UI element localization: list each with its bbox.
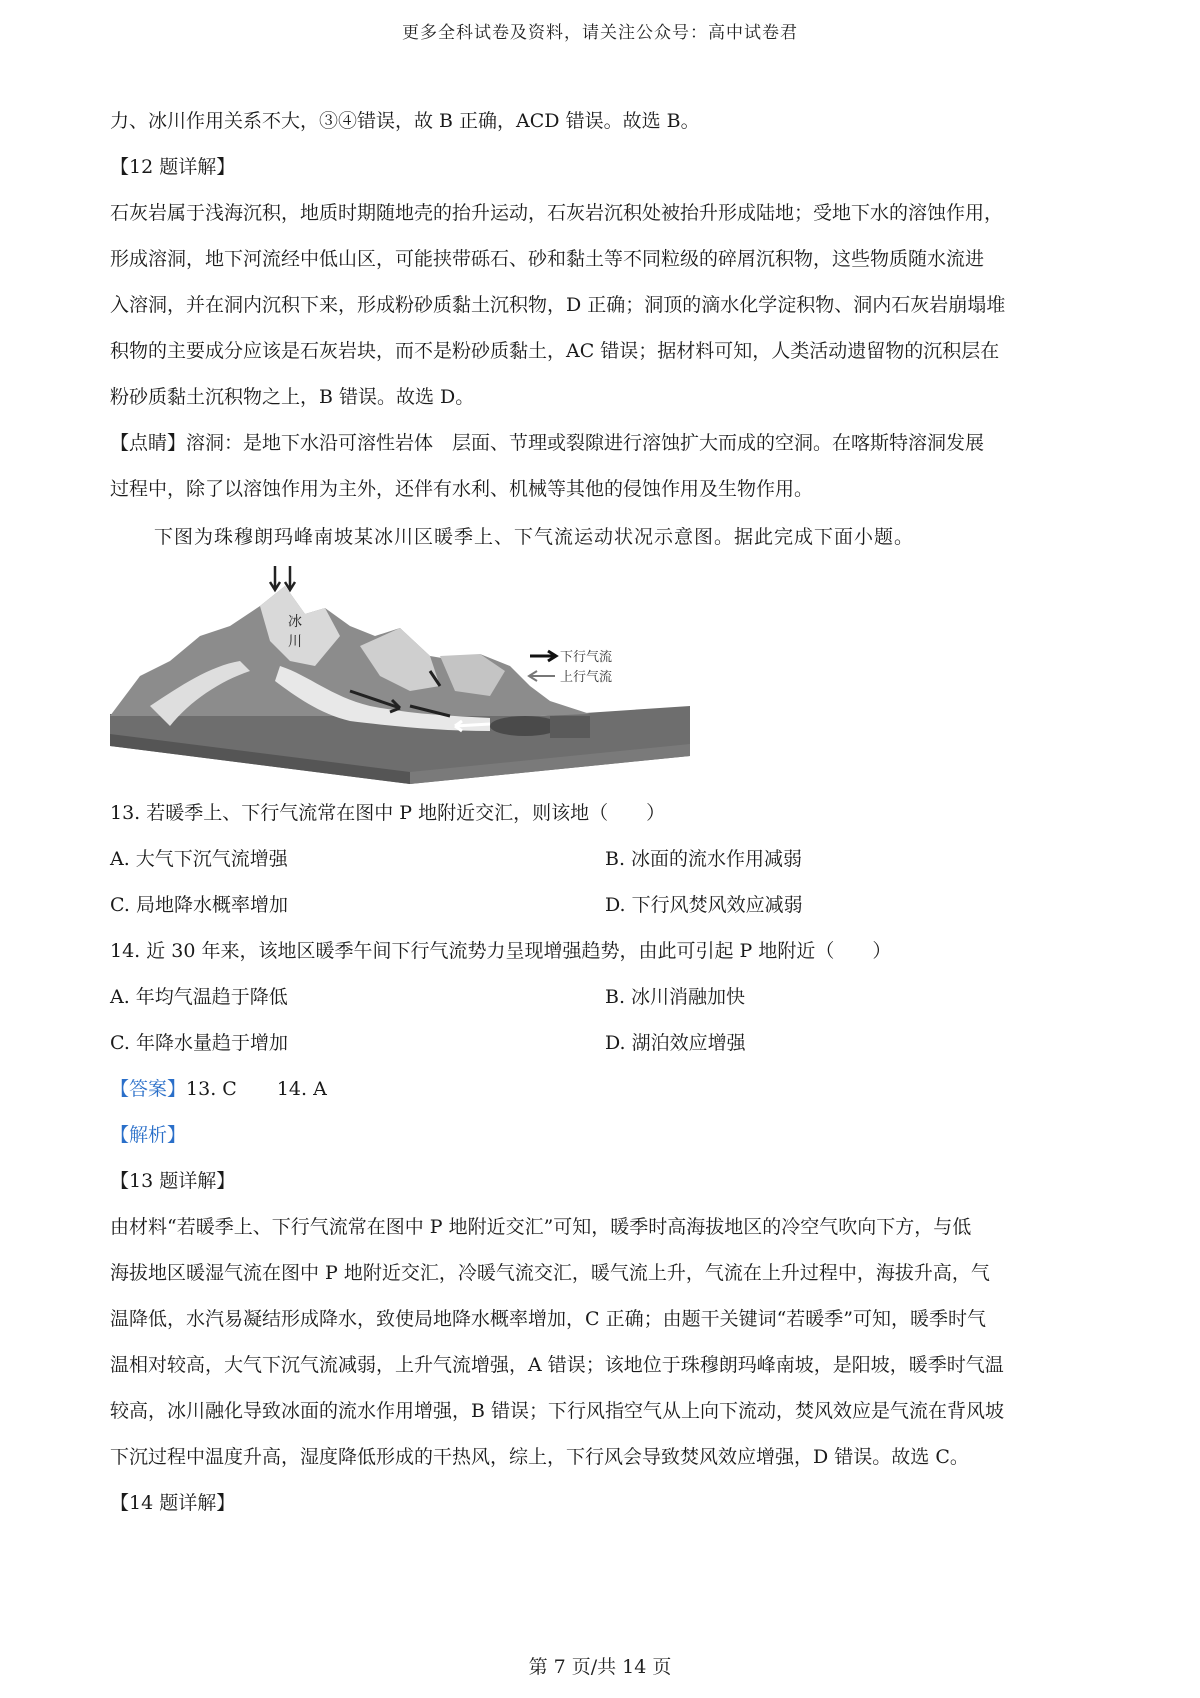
option-d: D. 湖泊效应增强 [605, 1032, 746, 1054]
tip-line: 【点睛】溶洞：是地下水沿可溶性岩体 层面、节理或裂隙进行溶蚀扩大而成的空洞。在喀斯特溶洞发展 [110, 432, 985, 454]
q13-detail-line: 温相对较高，大气下沉气流减弱，上升气流增强，A 错误；该地位于珠穆朗玛峰南坡，是阳坡，暖季时气温 [110, 1354, 1004, 1376]
lake [490, 716, 560, 736]
q14-options-row [110, 974, 1100, 1020]
page-number: 第 7 页/共 14 页 [528, 1656, 672, 1678]
q13-detail-line: 温降低，水汽易凝结形成降水，致使局地降水概率增加，C 正确；由题干关键词“若暖季”可知，暖季时气 [110, 1308, 987, 1330]
question-14-stem: 14. 近 30 年来，该地区暖季午间下行气流势力呈现增强趋势，由此可引起 P 地附近（ ） [110, 940, 892, 962]
legend-down-label: 下行气流 [560, 650, 613, 665]
question-13-stem: 13. 若暖季上、下行气流常在图中 P 地附近交汇，则该地（ ） [110, 802, 666, 824]
heading-q12-detail: 【12 题详解】 [110, 156, 236, 178]
q13-options-row [110, 836, 1100, 882]
option-a: A. 年均气温趋于降低 [110, 986, 288, 1008]
legend-down-arrow [530, 651, 556, 661]
option-c: C. 年降水量趋于增加 [110, 1032, 288, 1054]
legend-up-arrow [529, 671, 555, 681]
q14-options-row [110, 1020, 1100, 1066]
tip-line: 过程中，除了以溶蚀作用为主外，还伴有水利、机械等其他的侵蚀作用及生物作用。 [110, 478, 814, 500]
answer-14: 14. A [276, 1078, 327, 1100]
q12-detail-line: 石灰岩属于浅海沉积，地质时期随地壳的抬升运动，石灰岩沉积处被抬升形成陆地；受地下水的溶蚀作用， [110, 202, 1004, 224]
continued-line: 力、冰川作用关系不大，③④错误，故 B 正确，ACD 错误。故选 B。 [110, 110, 700, 132]
legend-up-label: 上行气流 [560, 670, 613, 685]
settlement-block [550, 716, 590, 738]
q12-detail-line: 入溶洞，并在洞内沉积下来，形成粉砂质黏土沉积物，D 正确；洞顶的滴水化学淀积物、洞内石灰岩崩塌堆 [110, 294, 1006, 316]
document-body [110, 98, 1100, 1526]
glacier-label-char: 川 [288, 634, 302, 650]
answer-line [110, 1066, 1100, 1112]
analysis-label: 【解析】 [110, 1124, 187, 1146]
upslope-flow-arrow [455, 724, 490, 726]
answer-label: 【答案】 [110, 1078, 187, 1100]
q12-detail-line: 粉砂质黏土沉积物之上，B 错误。故选 D。 [110, 386, 475, 408]
glacier-label-char: 冰 [288, 614, 302, 630]
q13-options-row [110, 882, 1100, 928]
downdraft-arrow [270, 566, 280, 590]
option-c: C. 局地降水概率增加 [110, 894, 288, 916]
option-a: A. 大气下沉气流增强 [110, 848, 288, 870]
figure-intro: 下图为珠穆朗玛峰南坡某冰川区暖季上、下气流运动状况示意图。据此完成下面小题。 [154, 526, 915, 548]
heading-q13-detail: 【13 题详解】 [110, 1170, 236, 1192]
q13-detail-line: 下沉过程中温度升高，湿度降低形成的干热风，综上，下行风会导致焚风效应增强，D 错误。故选 C。 [110, 1446, 969, 1468]
q13-detail-line: 海拔地区暖湿气流在图中 P 地附近交汇，冷暖气流交汇，暖气流上升，气流在上升过程中，海拔升高，气 [110, 1262, 990, 1284]
diagram-svg [110, 566, 690, 786]
heading-q14-detail: 【14 题详解】 [110, 1492, 236, 1514]
q12-detail-line: 积物的主要成分应该是石灰岩块，而不是粉砂质黏土，AC 错误；据材料可知，人类活动遗留物的沉积层在 [110, 340, 1000, 362]
answer-13: 13. C [186, 1078, 237, 1100]
q13-detail-line: 较高，冰川融化导致冰面的流水作用增强，B 错误；下行风指空气从上向下流动，焚风效应是气流在背风坡 [110, 1400, 1005, 1422]
q13-detail-line: 由材料“若暖季上、下行气流常在图中 P 地附近交汇”可知，暖季时高海拔地区的冷空气吹向下方，与低 [110, 1216, 972, 1238]
downdraft-arrow [285, 566, 295, 590]
page-header: 更多全科试卷及资料，请关注公众号：高中试卷君 [402, 23, 798, 43]
option-b: B. 冰川消融加快 [605, 986, 746, 1008]
glacier-airflow-diagram [110, 566, 690, 786]
option-d: D. 下行风焚风效应减弱 [605, 894, 803, 916]
option-b: B. 冰面的流水作用减弱 [605, 848, 803, 870]
q12-detail-line: 形成溶洞，地下河流经中低山区，可能挟带砾石、砂和黏土等不同粒级的碎屑沉积物，这些物质随水流进 [110, 248, 985, 270]
